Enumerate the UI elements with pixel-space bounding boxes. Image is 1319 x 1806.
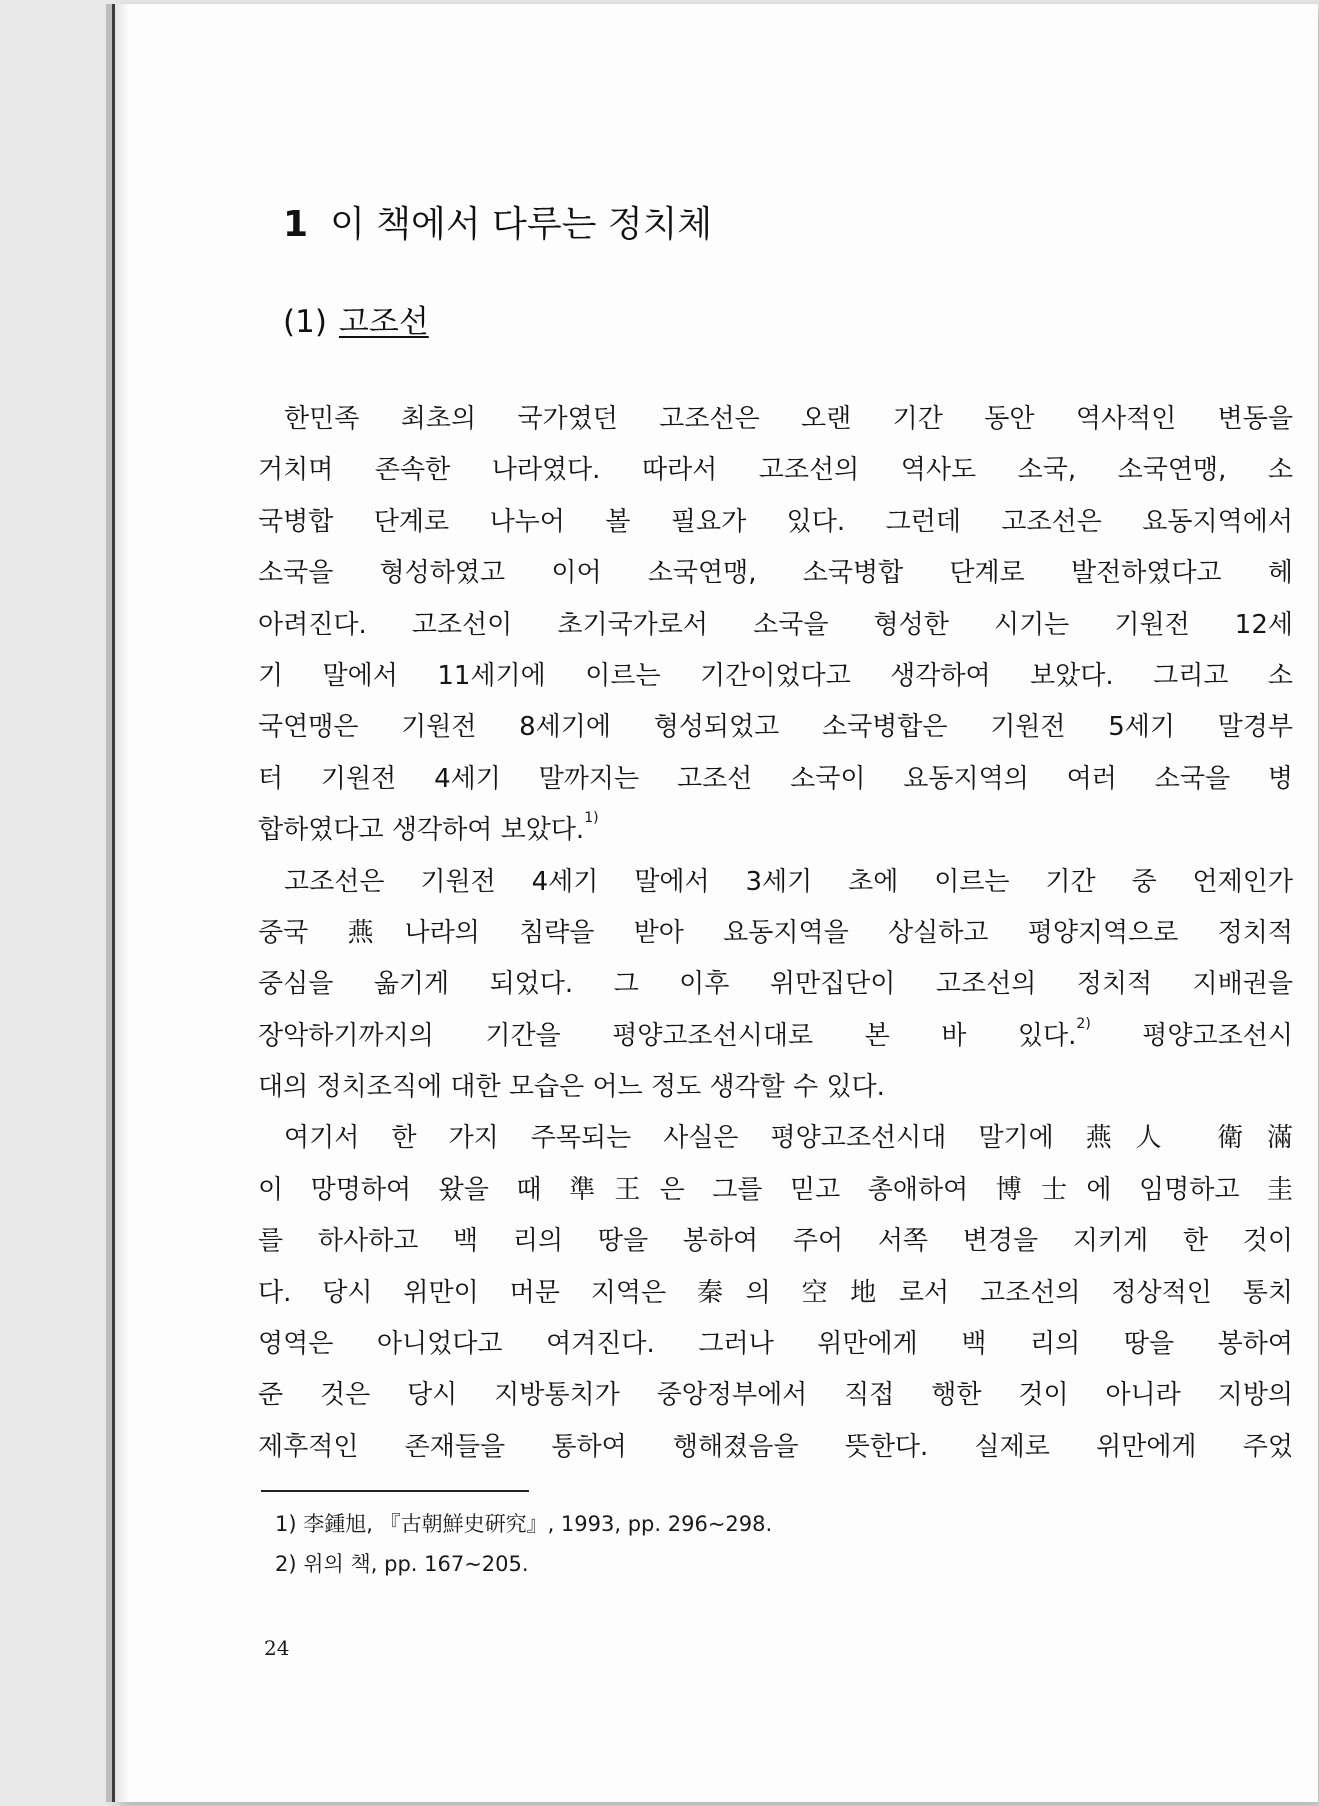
chapter-title: 이 책에서 다루는 정치체 bbox=[330, 204, 713, 245]
text-line: 아려진다. 고조선이 초기국가로서 소국을 형성한 시기는 기원전 12세 bbox=[258, 609, 1293, 640]
section-number: (1) bbox=[283, 304, 327, 340]
body-text bbox=[258, 394, 1293, 1473]
text-line: 터 기원전 4세기 말까지는 고조선 소국이 요동지역의 여러 소국을 병 bbox=[258, 763, 1293, 794]
text-line: 대의 정치조직에 대한 모습은 어느 정도 생각할 수 있다. bbox=[258, 1072, 885, 1103]
chapter-number: 1 bbox=[283, 204, 309, 245]
text-line: 영역은 아니었다고 여겨진다. 그러나 위만에게 백 리의 땅을 봉하여 bbox=[258, 1329, 1293, 1360]
section-heading bbox=[283, 296, 429, 341]
text-line-content: 합하였다고 생각하여 보았다. bbox=[258, 815, 585, 846]
text-line: 국병합 단계로 나누어 볼 필요가 있다. 그런데 고조선은 요동지역에서 bbox=[258, 506, 1293, 537]
text-line: 중국 燕나라의 침략을 받아 요동지역을 상실하고 평양지역으로 정치적 bbox=[258, 917, 1293, 948]
text-line bbox=[258, 1011, 1293, 1062]
text-line: 한민족 최초의 국가였던 고조선은 오랜 기간 동안 역사적인 변동을 bbox=[284, 404, 1293, 434]
footnote: 2) 위의 책, pp. 167~205. bbox=[275, 1552, 529, 1576]
text-line: 여기서 한 가지 주목되는 사실은 평양고조선시대 말기에 燕人 衛滿 bbox=[284, 1123, 1293, 1154]
text-line: 고조선은 기원전 4세기 말에서 3세기 초에 이르는 기간 중 언제인가 bbox=[284, 866, 1293, 897]
page-number: 24 bbox=[264, 1636, 290, 1660]
chapter-heading bbox=[283, 196, 712, 247]
text-line: 다. 당시 위만이 머문 지역은 秦의 空地로서 고조선의 정상적인 통치 bbox=[258, 1277, 1293, 1308]
text-line: 제후적인 존재들을 통하여 행해졌음을 뜻한다. 실제로 위만에게 주었 bbox=[258, 1431, 1293, 1462]
text-line: 소국을 형성하였고 이어 소국연맹, 소국병합 단계로 발전하였다고 헤 bbox=[258, 558, 1293, 589]
footnote-reference: 1) bbox=[584, 810, 599, 827]
text-line: 기 말에서 11세기에 이르는 기간이었다고 생각하여 보았다. 그리고 소 bbox=[258, 660, 1293, 691]
section-title: 고조선 bbox=[338, 304, 429, 340]
text-line bbox=[258, 805, 1293, 856]
text-line: 중심을 옮기게 되었다. 그 이후 위만집단이 고조선의 정치적 지배권을 bbox=[258, 969, 1293, 1000]
text-line: 이 망명하여 왔을 때 準王은 그를 믿고 총애하여 博士에 임명하고 圭 bbox=[258, 1174, 1293, 1205]
footnote-divider bbox=[261, 1490, 529, 1492]
text-line-content: 장악하기까지의 기간을 평양고조선시대로 본 바 있다. bbox=[258, 1020, 1077, 1051]
footnotes bbox=[275, 1504, 772, 1584]
text-line-content: 평양고조선시 bbox=[1090, 1020, 1293, 1051]
text-line: 국연맹은 기원전 8세기에 형성되었고 소국병합은 기원전 5세기 말경부 bbox=[258, 712, 1293, 743]
book-page bbox=[112, 4, 1318, 1802]
text-line: 거치며 존속한 나라였다. 따라서 고조선의 역사도 소국, 소국연맹, 소 bbox=[258, 455, 1293, 486]
footnote-reference: 2) bbox=[1076, 1016, 1091, 1033]
page-gutter-shadow bbox=[115, 4, 129, 1802]
footnote: 1) 李鍾旭, 『古朝鮮史硏究』, 1993, pp. 296~298. bbox=[275, 1512, 773, 1536]
text-line: 준 것은 당시 지방통치가 중앙정부에서 직접 행한 것이 아니라 지방의 bbox=[258, 1380, 1293, 1411]
text-line: 를 하사하고 백 리의 땅을 봉하여 주어 서쪽 변경을 지키게 한 것이 bbox=[258, 1226, 1293, 1257]
